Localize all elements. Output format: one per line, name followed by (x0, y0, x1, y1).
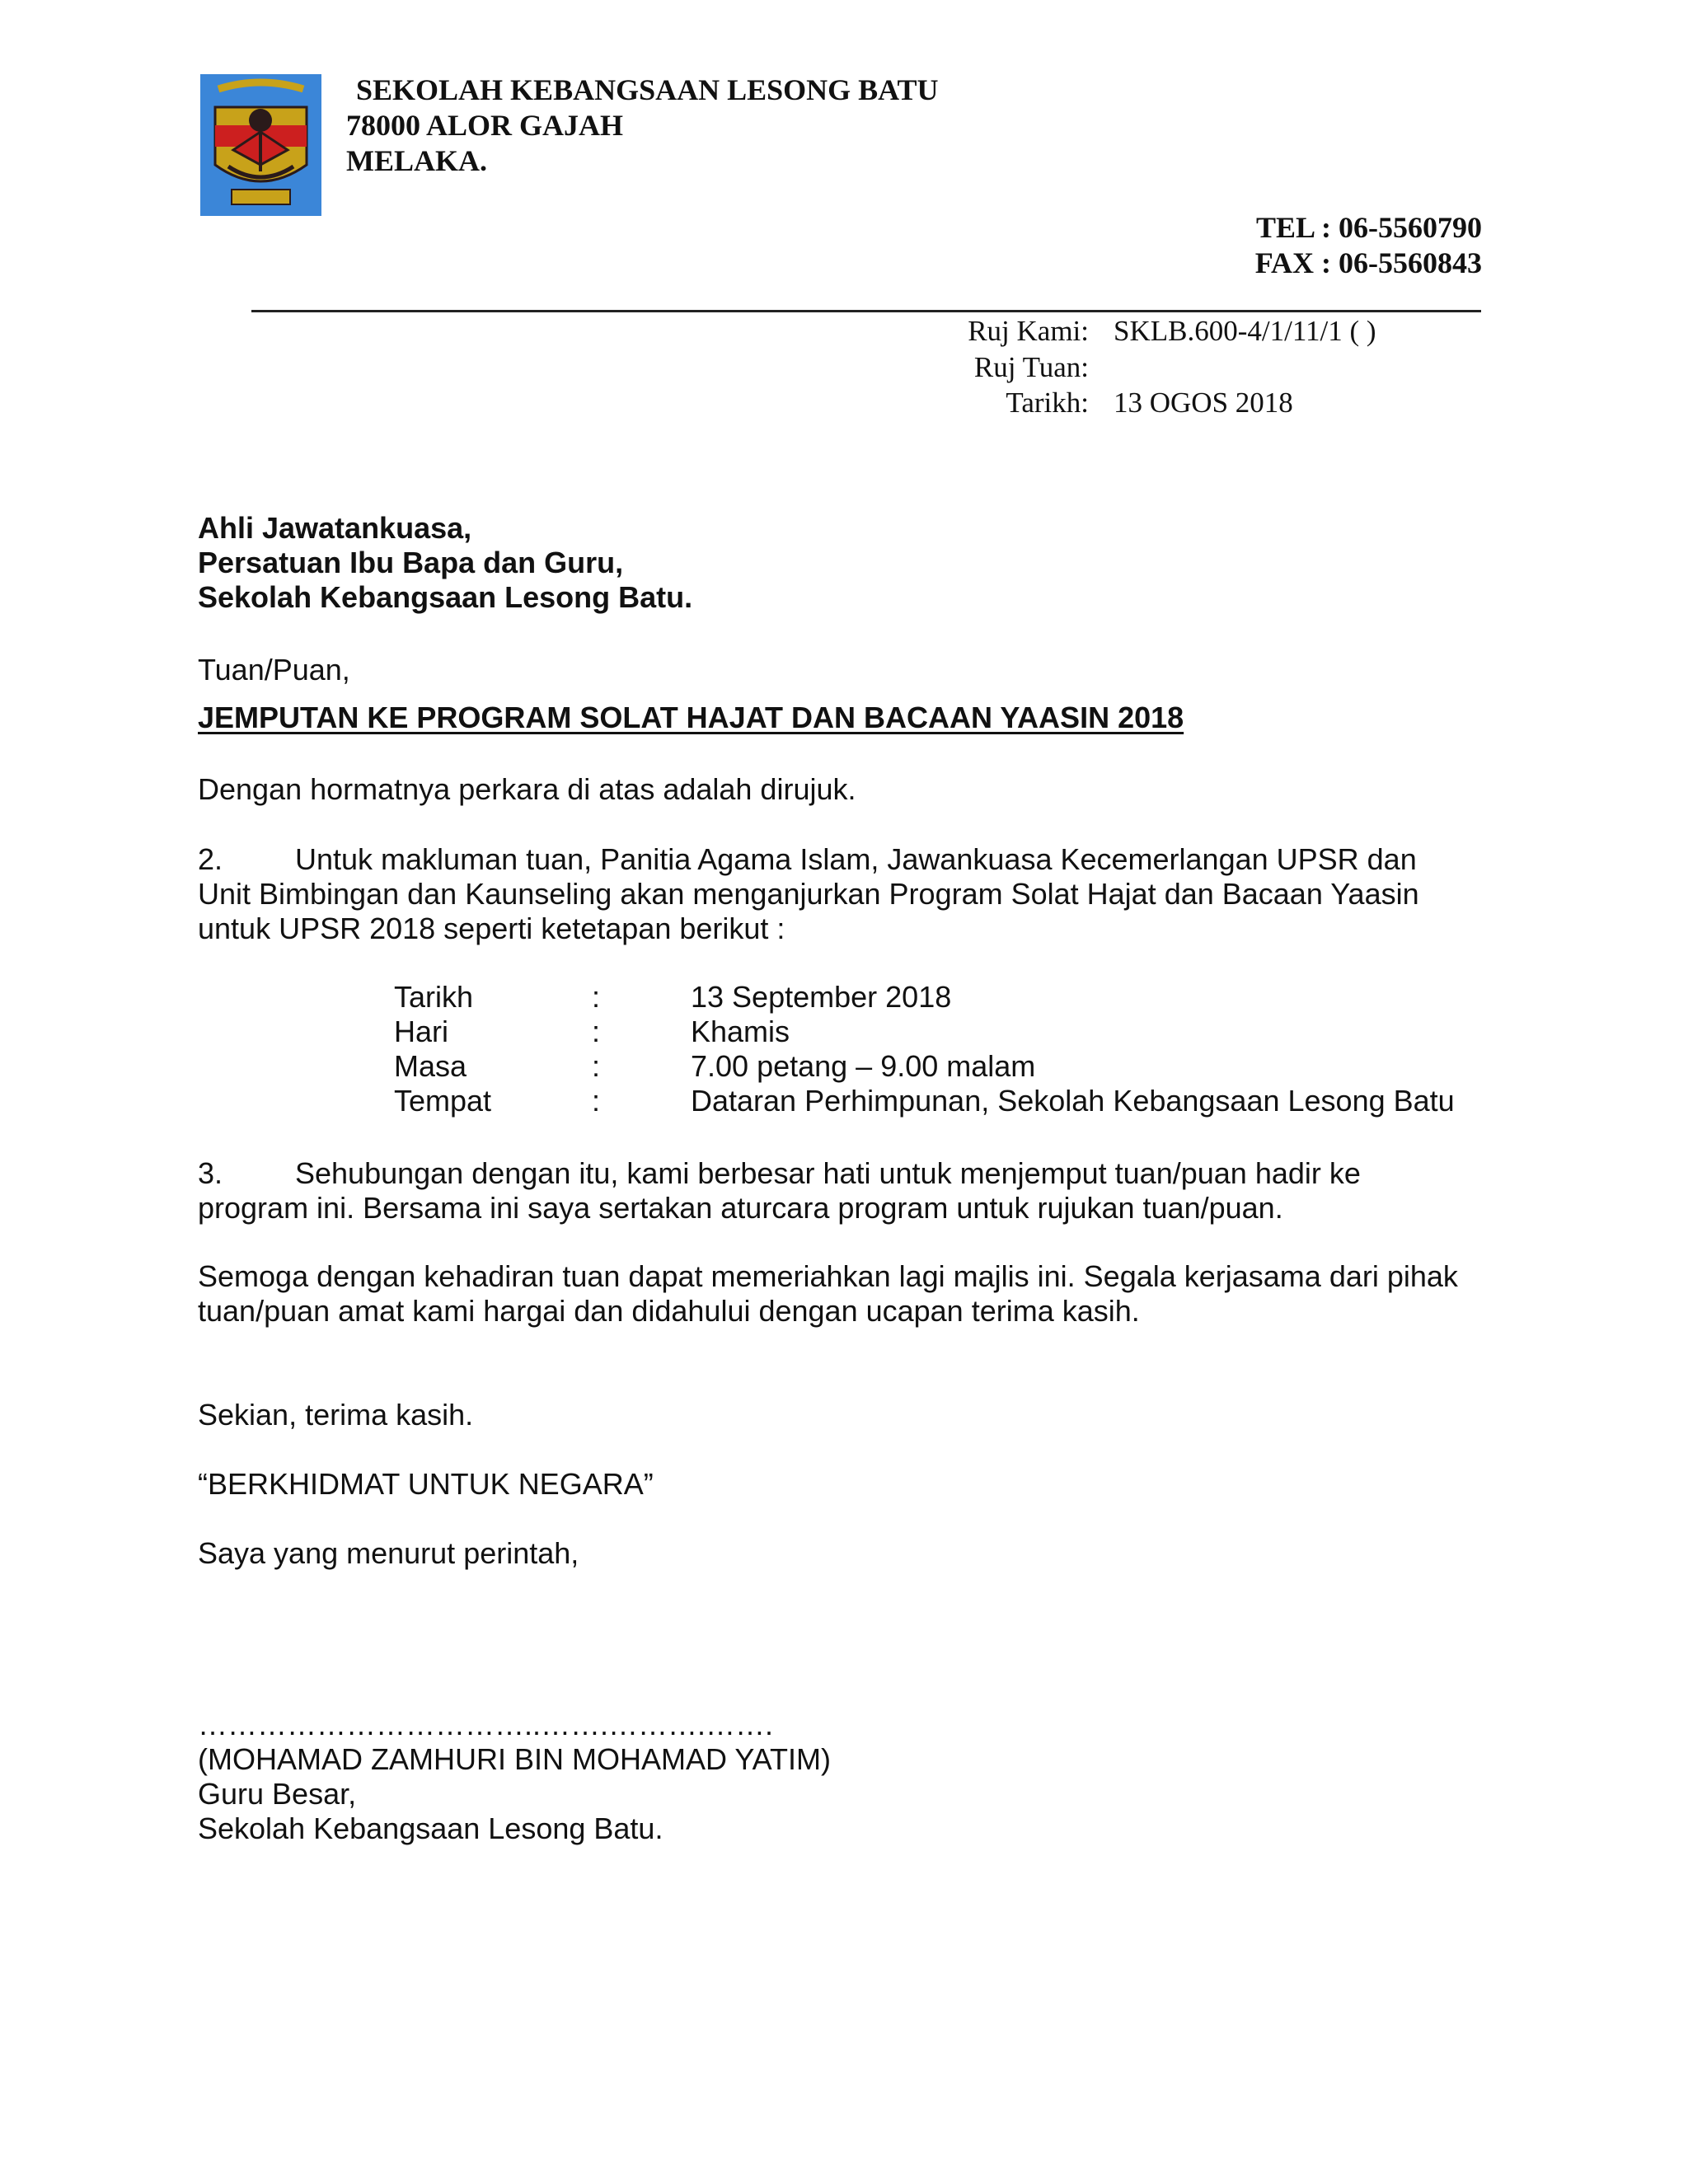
school-logo (200, 74, 321, 216)
closing-thanks: Sekian, terima kasih. (198, 1398, 474, 1432)
detail-value-hari: Khamis (691, 1015, 790, 1048)
signatory-title: Guru Besar, (198, 1777, 357, 1811)
paragraph-1: Dengan hormatnya perkara di atas adalah dirujuk. (198, 772, 856, 806)
detail-label-tempat: Tempat (394, 1084, 492, 1118)
school-crest-icon (200, 74, 321, 216)
salutation: Tuan/Puan, (198, 653, 350, 687)
signature-line: ……………………………..…….……….……. (198, 1708, 774, 1741)
detail-value-tarikh: 13 September 2018 (691, 980, 952, 1014)
detail-value-tempat: Dataran Perhimpunan, Sekolah Kebangsaan Lesong Batu (691, 1084, 1455, 1118)
signatory-organisation: Sekolah Kebangsaan Lesong Batu. (198, 1811, 663, 1845)
tarikh-value: 13 OGOS 2018 (1114, 387, 1293, 419)
letterhead-divider (251, 310, 1481, 312)
detail-label-hari: Hari (394, 1015, 449, 1048)
program-details (0, 980, 1688, 1120)
paragraph-4-line-1: Semoga dengan kehadiran tuan dapat memeriahkan lagi majlis ini. Segala kerjasama dari pihak (198, 1259, 1458, 1293)
paragraph-3-line-2: program ini. Bersama ini saya sertakan aturcara program untuk rujukan tuan/puan. (198, 1191, 1283, 1225)
school-postcode-city: 78000 ALOR GAJAH (346, 109, 624, 142)
tel-number: TEL : 06-5560790 (1255, 211, 1482, 244)
detail-colon: : (592, 1015, 601, 1048)
signatory-name: (MOHAMAD ZAMHURI BIN MOHAMAD YATIM) (198, 1742, 831, 1776)
paragraph-3-line-1: Sehubungan dengan itu, kami berbesar hati untuk menjemput tuan/puan hadir ke (295, 1156, 1361, 1190)
closing-motto: “BERKHIDMAT UNTUK NEGARA” (198, 1467, 654, 1501)
school-state: MELAKA. (346, 144, 487, 177)
paragraph-4-line-2: tuan/puan amat kami hargai dan didahului dengan ucapan terima kasih. (198, 1294, 1140, 1328)
paragraph-3-number: 3. (198, 1156, 223, 1190)
paragraph-2-line-2: Unit Bimbingan dan Kaunseling akan menganjurkan Program Solat Hajat dan Bacaan Yaasin (198, 877, 1419, 911)
detail-colon: : (592, 1049, 601, 1083)
recipient-line-3: Sekolah Kebangsaan Lesong Batu. (198, 580, 693, 614)
closing-yours: Saya yang menurut perintah, (198, 1536, 579, 1570)
recipient-line-1: Ahli Jawatankuasa, (198, 511, 472, 545)
fax-number: FAX : 06-5560843 (1254, 246, 1482, 279)
letter-subject: JEMPUTAN KE PROGRAM SOLAT HAJAT DAN BACAAN YAASIN 2018 (198, 701, 1184, 734)
school-name: SEKOLAH KEBANGSAAN LESONG BATU (356, 73, 939, 106)
detail-colon: : (592, 980, 601, 1014)
detail-value-masa: 7.00 petang – 9.00 malam (691, 1049, 1036, 1083)
tarikh-label: Tarikh: (1006, 387, 1089, 419)
paragraph-2-number: 2. (198, 842, 223, 876)
recipient-line-2: Persatuan Ibu Bapa dan Guru, (198, 546, 624, 579)
paragraph-2-line-3: untuk UPSR 2018 seperti ketetapan berikut : (198, 912, 785, 945)
paragraph-2-line-1: Untuk makluman tuan, Panitia Agama Islam, Jawankuasa Kecemerlangan UPSR dan (295, 842, 1417, 876)
detail-colon: : (592, 1084, 601, 1118)
ruj-kami-value: SKLB.600-4/1/11/1 ( ) (1114, 315, 1376, 347)
detail-label-masa: Masa (394, 1049, 467, 1083)
detail-label-tarikh: Tarikh (394, 980, 474, 1014)
ruj-tuan-label: Ruj Tuan: (973, 351, 1089, 383)
ruj-kami-label: Ruj Kami: (968, 315, 1089, 347)
